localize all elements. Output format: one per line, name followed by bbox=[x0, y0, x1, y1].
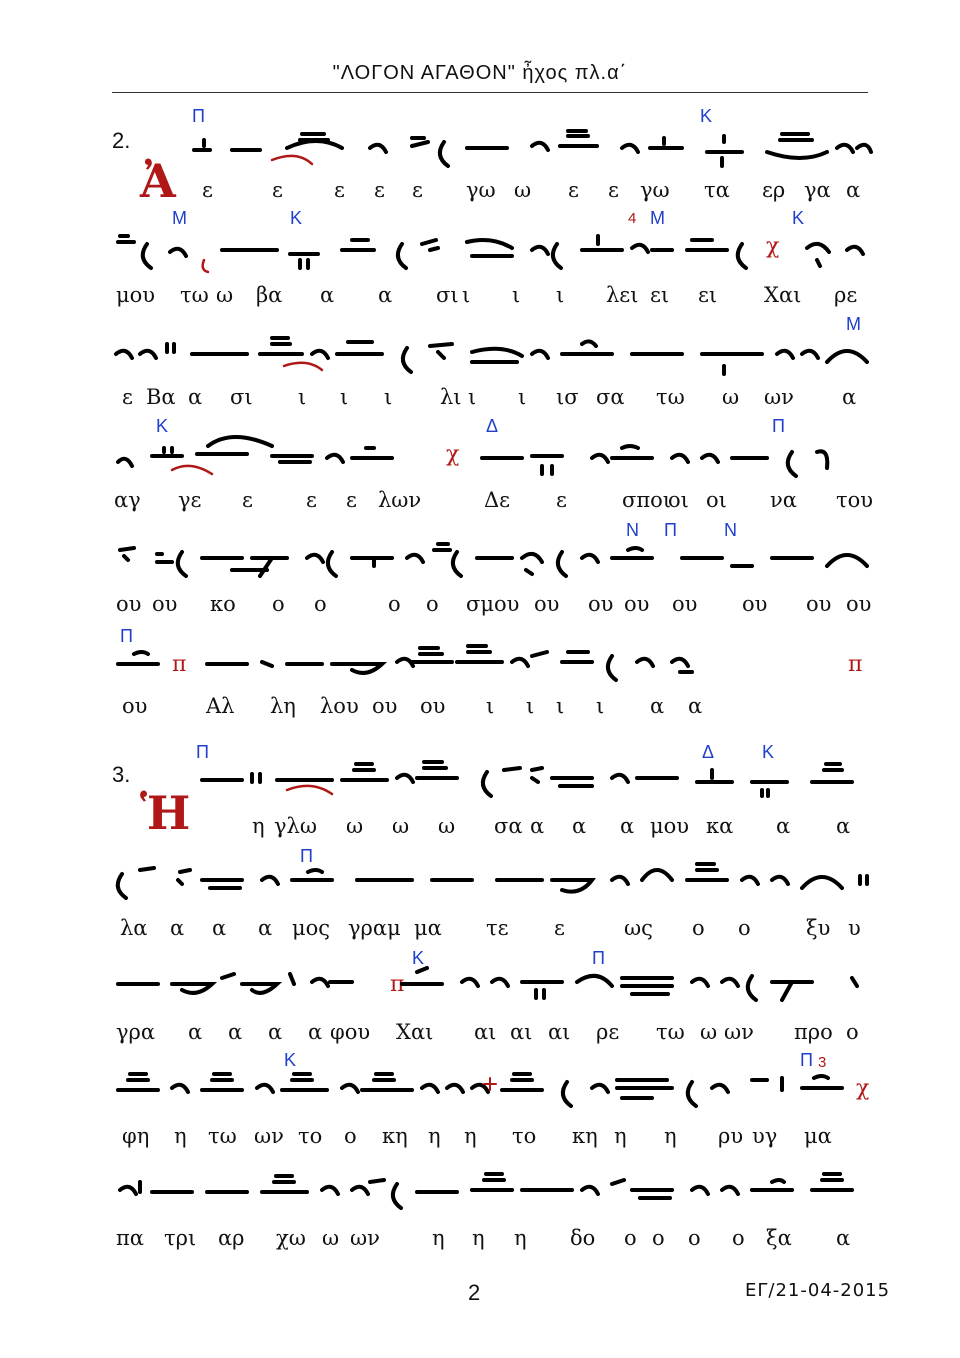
syllable: η bbox=[174, 1124, 187, 1148]
syllable: κο bbox=[210, 592, 236, 616]
syllable: το bbox=[512, 1124, 537, 1148]
martyria-mark: Π bbox=[772, 416, 785, 436]
footer-date: ΕΓ/21-04-2015 bbox=[745, 1280, 891, 1301]
syllable: ι bbox=[340, 385, 349, 409]
fthora-sign: π bbox=[848, 652, 863, 677]
syllable: τρι bbox=[164, 1226, 197, 1250]
syllable: δο bbox=[570, 1226, 596, 1250]
syllable: υ bbox=[848, 916, 861, 940]
syllable: ε bbox=[608, 178, 619, 202]
syllable: οι bbox=[706, 488, 727, 512]
neume-line bbox=[112, 232, 872, 272]
syllable: ε bbox=[242, 488, 253, 512]
syllable: ερ bbox=[762, 178, 786, 202]
syllable: ου bbox=[672, 592, 698, 616]
lyric-line bbox=[0, 592, 960, 622]
syllable: η bbox=[464, 1124, 477, 1148]
syllable: τε bbox=[486, 916, 509, 940]
header-rule bbox=[112, 92, 868, 93]
syllable: α bbox=[836, 1226, 851, 1250]
syllable: λα bbox=[120, 916, 148, 940]
syllable: ε bbox=[272, 178, 283, 202]
lyric-line bbox=[0, 283, 960, 313]
syllable: ου bbox=[624, 592, 650, 616]
syllable: η bbox=[664, 1124, 677, 1148]
martyria-mark: Δ bbox=[702, 742, 715, 762]
syllable: το bbox=[298, 1124, 323, 1148]
syllable: τα bbox=[704, 178, 730, 202]
syllable: χω bbox=[276, 1226, 306, 1250]
lyric-line bbox=[0, 814, 960, 844]
syllable: ο bbox=[688, 1226, 701, 1250]
syllable: ου bbox=[116, 592, 142, 616]
martyria-mark: Π bbox=[192, 106, 205, 126]
syllable: λει bbox=[606, 283, 639, 307]
syllable: σι bbox=[230, 385, 253, 409]
syllable: ε bbox=[122, 385, 133, 409]
neume-line bbox=[112, 644, 872, 684]
syllable: Δε bbox=[484, 488, 511, 512]
syllable: ου bbox=[806, 592, 832, 616]
fthora-sign: π bbox=[390, 972, 405, 997]
syllable: ι bbox=[298, 385, 307, 409]
syllable: γρα bbox=[116, 1020, 156, 1044]
martyria-mark: Π bbox=[120, 626, 133, 646]
syllable: τω bbox=[208, 1124, 237, 1148]
syllable: να bbox=[770, 488, 797, 512]
syllable: ξα bbox=[766, 1226, 792, 1250]
fthora-sign: χ bbox=[446, 442, 460, 467]
lyric-line bbox=[0, 178, 960, 208]
syllable: η bbox=[614, 1124, 627, 1148]
syllable: ε bbox=[412, 178, 423, 202]
syllable: ο bbox=[388, 592, 401, 616]
syllable: ι bbox=[556, 694, 565, 718]
syllable: αρ bbox=[218, 1226, 245, 1250]
syllable: ε bbox=[306, 488, 317, 512]
syllable: η bbox=[432, 1226, 445, 1250]
syllable: ι bbox=[384, 385, 393, 409]
syllable: πα bbox=[116, 1226, 144, 1250]
syllable: τω bbox=[656, 385, 685, 409]
neume-line bbox=[112, 1070, 872, 1110]
syllable: ου bbox=[122, 694, 148, 718]
neume-line bbox=[112, 440, 872, 480]
syllable: ων bbox=[254, 1124, 284, 1148]
syllable: ο bbox=[652, 1226, 665, 1250]
syllable: κη bbox=[382, 1124, 408, 1148]
syllable: α bbox=[846, 178, 861, 202]
syllable: α bbox=[378, 283, 393, 307]
syllable: Αλ bbox=[206, 694, 235, 718]
syllable: ε bbox=[202, 178, 213, 202]
syllable: ω bbox=[438, 814, 456, 838]
syllable: ε bbox=[556, 488, 567, 512]
neume-line bbox=[112, 540, 872, 580]
syllable: ε bbox=[568, 178, 579, 202]
syllable: φη bbox=[122, 1124, 150, 1148]
syllable: α bbox=[572, 814, 587, 838]
syllable: σα bbox=[596, 385, 625, 409]
syllable: φου bbox=[330, 1020, 371, 1044]
syllable: ου bbox=[152, 592, 178, 616]
neume-line bbox=[112, 760, 872, 800]
syllable: η bbox=[252, 814, 265, 838]
syllable: ο bbox=[426, 592, 439, 616]
neume-line bbox=[112, 1172, 872, 1212]
syllable: ισ bbox=[556, 385, 579, 409]
syllable: ων bbox=[724, 1020, 754, 1044]
syllable: αι bbox=[510, 1020, 533, 1044]
syllable: α bbox=[688, 694, 703, 718]
syllable: σι bbox=[436, 283, 459, 307]
martyria-mark: Π bbox=[800, 1050, 813, 1070]
syllable: ω bbox=[216, 283, 234, 307]
syllable: υγ bbox=[752, 1124, 778, 1148]
section-number: 3. bbox=[112, 762, 131, 787]
syllable: γω bbox=[640, 178, 670, 202]
lyric-line bbox=[0, 1020, 960, 1050]
martyria-mark: Μ bbox=[172, 208, 187, 228]
syllable: ω bbox=[700, 1020, 718, 1044]
syllable: ω bbox=[322, 1226, 340, 1250]
lyric-line bbox=[0, 1226, 960, 1256]
syllable: ι bbox=[596, 694, 605, 718]
syllable: ει bbox=[650, 283, 670, 307]
syllable: σα bbox=[494, 814, 523, 838]
syllable: η bbox=[514, 1226, 527, 1250]
syllable: ι bbox=[486, 694, 495, 718]
martyria-mark: Κ bbox=[762, 742, 775, 762]
syllable: λου bbox=[320, 694, 359, 718]
syllable: οι bbox=[668, 488, 689, 512]
syllable: ε bbox=[346, 488, 357, 512]
martyria-mark: Κ bbox=[290, 208, 303, 228]
syllable: ο bbox=[344, 1124, 357, 1148]
syllable: α bbox=[258, 916, 273, 940]
syllable: του bbox=[836, 488, 874, 512]
syllable: τω bbox=[180, 283, 209, 307]
syllable: ο bbox=[272, 592, 285, 616]
neume-line bbox=[112, 130, 872, 170]
neume-line bbox=[112, 336, 872, 376]
martyria-mark: 4 bbox=[628, 210, 637, 227]
fthora-sign: χ bbox=[856, 1076, 870, 1101]
syllable: ι bbox=[526, 694, 535, 718]
syllable: α bbox=[188, 385, 203, 409]
syllable: ξυ bbox=[806, 916, 831, 940]
syllable: ε bbox=[374, 178, 385, 202]
martyria-mark: Κ bbox=[792, 208, 805, 228]
syllable: α bbox=[620, 814, 635, 838]
martyria-mark: Κ bbox=[700, 106, 713, 126]
martyria-mark: Κ bbox=[412, 948, 425, 968]
martyria-mark: 3 bbox=[818, 1054, 827, 1071]
lyric-line bbox=[0, 916, 960, 946]
section-number: 2. bbox=[112, 128, 131, 153]
syllable: ει bbox=[698, 283, 718, 307]
martyria-mark: Ν bbox=[724, 520, 737, 540]
martyria-mark: Μ bbox=[846, 314, 861, 334]
syllable: γλω bbox=[274, 814, 317, 838]
syllable: ων bbox=[764, 385, 794, 409]
syllable: ου bbox=[534, 592, 560, 616]
lyric-line bbox=[0, 385, 960, 415]
syllable: μα bbox=[804, 1124, 832, 1148]
syllable: λη bbox=[270, 694, 296, 718]
syllable: κη bbox=[572, 1124, 598, 1148]
fthora-sign: χ bbox=[766, 234, 780, 259]
syllable: α bbox=[320, 283, 335, 307]
syllable: μα bbox=[414, 916, 442, 940]
syllable: η bbox=[428, 1124, 441, 1148]
martyria-mark: Π bbox=[664, 520, 677, 540]
syllable: σποι bbox=[622, 488, 672, 512]
syllable: α bbox=[170, 916, 185, 940]
neume-line bbox=[112, 964, 872, 1004]
syllable: ω bbox=[722, 385, 740, 409]
martyria-mark: Π bbox=[196, 742, 209, 762]
syllable: ο bbox=[738, 916, 751, 940]
martyria-mark: Π bbox=[592, 948, 605, 968]
page-number: 2 bbox=[468, 1280, 481, 1305]
syllable: α bbox=[308, 1020, 323, 1044]
section-initial: Ἀ bbox=[140, 154, 176, 208]
lyric-line bbox=[0, 488, 960, 518]
syllable: γραμ bbox=[348, 916, 401, 940]
syllable: μου bbox=[650, 814, 690, 838]
syllable: ι bbox=[518, 385, 527, 409]
syllable: α bbox=[212, 916, 227, 940]
martyria-mark: Κ bbox=[284, 1050, 297, 1070]
syllable: ο bbox=[732, 1226, 745, 1250]
page-header: "ΛΟΓΟΝ ΑΓΑΘΟΝ" ἦχος πλ.α΄ bbox=[332, 62, 628, 84]
syllable: ο bbox=[314, 592, 327, 616]
syllable: ο bbox=[692, 916, 705, 940]
syllable: ου bbox=[846, 592, 872, 616]
section-initial: Ἡ bbox=[140, 786, 191, 840]
syllable: ε bbox=[554, 916, 565, 940]
syllable: ου bbox=[420, 694, 446, 718]
syllable: α bbox=[842, 385, 857, 409]
syllable: λων bbox=[378, 488, 422, 512]
syllable: γα bbox=[804, 178, 831, 202]
syllable: η bbox=[472, 1226, 485, 1250]
syllable: αι bbox=[474, 1020, 497, 1044]
martyria-mark: Π bbox=[300, 846, 313, 866]
syllable: ι bbox=[512, 283, 521, 307]
syllable: ων bbox=[350, 1226, 380, 1250]
syllable: λι bbox=[440, 385, 462, 409]
lyric-line bbox=[0, 1124, 960, 1154]
syllable: α bbox=[836, 814, 851, 838]
fthora-sign: π bbox=[172, 652, 187, 677]
syllable: α bbox=[650, 694, 665, 718]
syllable: αι bbox=[548, 1020, 571, 1044]
syllable: ε bbox=[334, 178, 345, 202]
syllable: α bbox=[268, 1020, 283, 1044]
syllable: μος bbox=[292, 916, 331, 940]
syllable: ρε bbox=[596, 1020, 620, 1044]
syllable: ι bbox=[468, 385, 477, 409]
syllable: γω bbox=[466, 178, 496, 202]
martyria-mark: Δ bbox=[486, 416, 499, 436]
syllable: ως bbox=[624, 916, 653, 940]
syllable: αγ bbox=[114, 488, 141, 512]
syllable: α bbox=[228, 1020, 243, 1044]
lyric-line bbox=[0, 694, 960, 724]
syllable: ου bbox=[742, 592, 768, 616]
syllable: ου bbox=[588, 592, 614, 616]
martyria-mark: Μ bbox=[650, 208, 665, 228]
syllable: ι bbox=[556, 283, 565, 307]
syllable: ω bbox=[346, 814, 364, 838]
syllable: ρυ bbox=[718, 1124, 744, 1148]
syllable: μου bbox=[116, 283, 156, 307]
syllable: α bbox=[188, 1020, 203, 1044]
syllable: α bbox=[776, 814, 791, 838]
syllable: προ bbox=[794, 1020, 833, 1044]
syllable: Βα bbox=[146, 385, 176, 409]
martyria-mark: Κ bbox=[156, 416, 169, 436]
syllable: ρε bbox=[834, 283, 858, 307]
syllable: Χαι bbox=[764, 283, 802, 307]
martyria-mark: Ν bbox=[626, 520, 639, 540]
syllable: ω bbox=[392, 814, 410, 838]
syllable: τω bbox=[656, 1020, 685, 1044]
syllable: α bbox=[530, 814, 545, 838]
syllable: ο bbox=[846, 1020, 859, 1044]
syllable: ο bbox=[624, 1226, 637, 1250]
syllable: κα bbox=[706, 814, 734, 838]
neume-line bbox=[112, 862, 872, 902]
syllable: γε bbox=[178, 488, 202, 512]
syllable: ι bbox=[462, 283, 471, 307]
syllable: βα bbox=[256, 283, 283, 307]
syllable: Χαι bbox=[396, 1020, 434, 1044]
syllable: ω bbox=[514, 178, 532, 202]
syllable: σμου bbox=[466, 592, 520, 616]
syllable: ου bbox=[372, 694, 398, 718]
